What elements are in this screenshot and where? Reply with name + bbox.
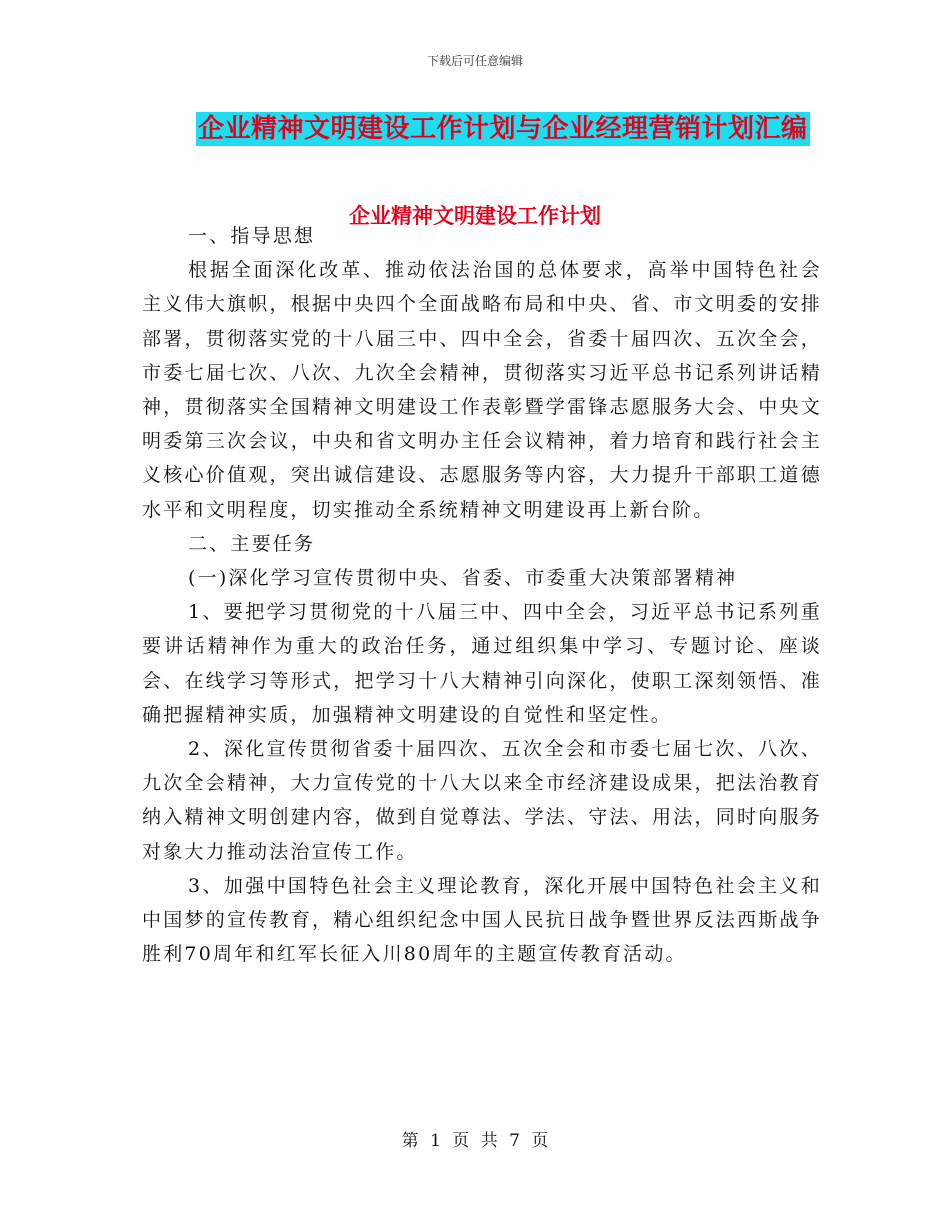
- header-note: 下载后可任意编辑: [426, 54, 523, 68]
- page-number-footer: 第 1 页 共 7 页: [401, 1131, 549, 1151]
- subsection-heading: (一)深化学习宣传贯彻中央、省委、市委重大决策部署精神: [188, 567, 738, 590]
- section-title: 企业精神文明建设工作计划: [349, 204, 601, 228]
- body-paragraph: 根据全面深化改革、推动依法治国的总体要求，高举中国特色社会主义伟大旗帜，根据中央四个全面战略布局和中央、省、市文明委的安排部署，贯彻落实党的十八届三中、四中全会，省委十届四次、五次全会，市委七届七次、八次、九次全会精神，贯彻落实习近平总书记系列讲话精神，贯彻落实全国精神文明建设工作表彰暨学雷锋志愿服务大会、中央文明委第三次会议，中央和省文明办主任会议精神，着力培育和践行社会主义核心价值观，突出诚信建设、志愿服务等内容，大力提升干部职工道德水平和文明程度，切实推动全系统精神文明建设再上新台阶。: [142, 259, 822, 521]
- body-paragraph: 2、深化宣传贯彻省委十届四次、五次全会和市委七届七次、八次、九次全会精神，大力宣传党的十八大以来全市经济建设成果，把法治教育纳入精神文明创建内容，做到自觉尊法、学法、守法、用法，同时向服务对象大力推动法治宣传工作。: [142, 738, 822, 863]
- section-heading: 二、主要任务: [188, 532, 316, 555]
- body-paragraph: 3、加强中国特色社会主义理论教育，深化开展中国特色社会主义和中国梦的宣传教育，精心组织纪念中国人民抗日战争暨世界反法西斯战争胜利70周年和红军长征入川80周年的主题宣传教育活动。: [142, 874, 822, 966]
- main-title-container: [196, 112, 810, 146]
- body-paragraph: 1、要把学习贯彻党的十八届三中、四中全会，习近平总书记系列重要讲话精神作为重大的政治任务，通过组织集中学习、专题讨论、座谈会、在线学习等形式，把学习十八大精神引向深化，使职工深刻领悟、准确把握精神实质，加强精神文明建设的自觉性和坚定性。: [142, 601, 822, 726]
- document-body: [142, 219, 822, 971]
- section-heading: 一、指导思想: [188, 225, 316, 247]
- document-main-title: 企业精神文明建设工作计划与企业经理营销计划汇编: [198, 114, 808, 144]
